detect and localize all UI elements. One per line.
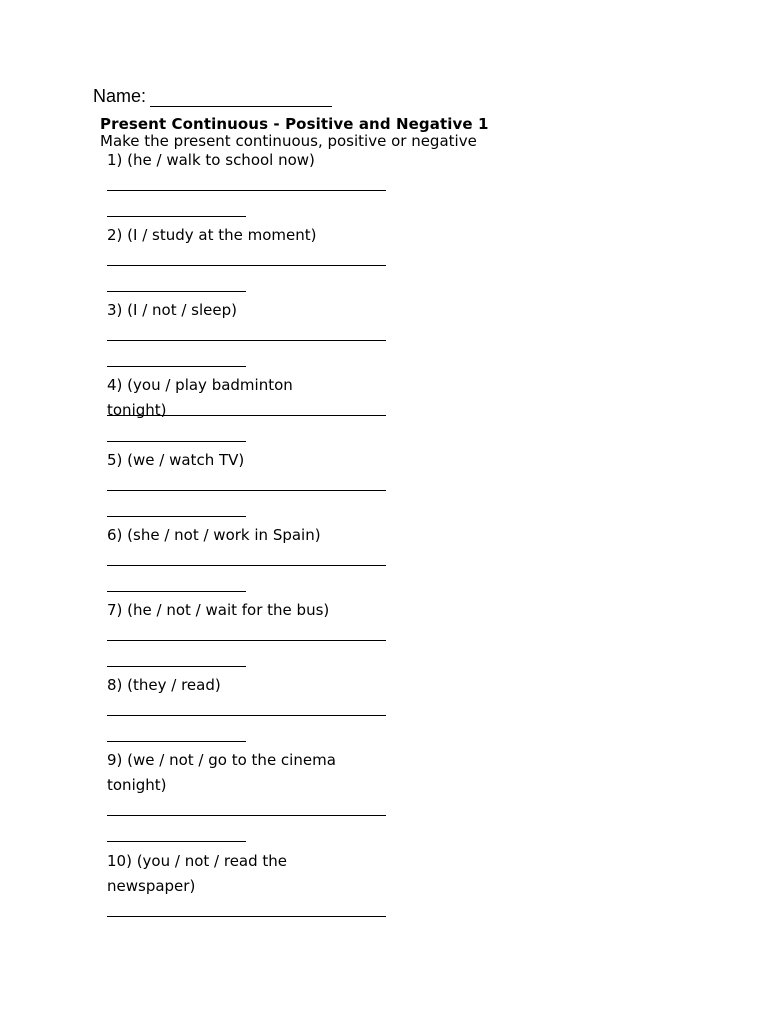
answer-line[interactable] <box>107 190 386 191</box>
question-item <box>107 448 407 523</box>
answer-line[interactable] <box>107 715 386 716</box>
question-prompt: 10) (you / not / read the newspaper) <box>107 852 288 895</box>
question-item <box>107 223 407 298</box>
name-blank-line[interactable] <box>150 89 332 107</box>
name-field-row <box>93 86 332 107</box>
answer-line[interactable] <box>107 265 386 266</box>
question-prompt: 4) (you / play badminton tonight) <box>107 376 293 419</box>
answer-line[interactable] <box>107 815 386 816</box>
worksheet-instructions: Make the present continuous, positive or negative <box>100 132 477 150</box>
answer-line[interactable] <box>107 565 386 566</box>
answer-line[interactable] <box>107 916 386 917</box>
answer-line[interactable] <box>107 666 246 667</box>
answer-line[interactable] <box>107 490 386 491</box>
question-item <box>107 673 407 748</box>
answer-line[interactable] <box>107 291 246 292</box>
question-list <box>107 148 407 950</box>
answer-line[interactable] <box>107 415 386 416</box>
question-item <box>107 523 407 598</box>
question-prompt: 3) (I / not / sleep) <box>107 301 237 319</box>
question-item <box>107 849 407 950</box>
question-prompt: 1) (he / walk to school now) <box>107 151 315 169</box>
answer-line[interactable] <box>107 591 246 592</box>
question-prompt: 8) (they / read) <box>107 676 221 694</box>
answer-line[interactable] <box>107 640 386 641</box>
answer-line[interactable] <box>107 841 246 842</box>
question-item <box>107 598 407 673</box>
question-item <box>107 748 407 849</box>
question-item <box>107 298 407 373</box>
answer-line[interactable] <box>107 441 246 442</box>
name-label: Name: <box>93 86 147 106</box>
question-item <box>107 148 407 223</box>
question-prompt: 7) (he / not / wait for the bus) <box>107 601 330 619</box>
question-prompt: 6) (she / not / work in Spain) <box>107 526 321 544</box>
answer-line[interactable] <box>107 741 246 742</box>
question-prompt: 2) (I / study at the moment) <box>107 226 317 244</box>
question-prompt: 9) (we / not / go to the cinema tonight) <box>107 751 336 794</box>
answer-line[interactable] <box>107 216 246 217</box>
answer-line[interactable] <box>107 516 246 517</box>
worksheet-title: Present Continuous - Positive and Negative 1 <box>100 115 489 133</box>
answer-line[interactable] <box>107 340 386 341</box>
answer-line[interactable] <box>107 366 246 367</box>
question-item <box>107 373 407 448</box>
question-prompt: 5) (we / watch TV) <box>107 451 245 469</box>
